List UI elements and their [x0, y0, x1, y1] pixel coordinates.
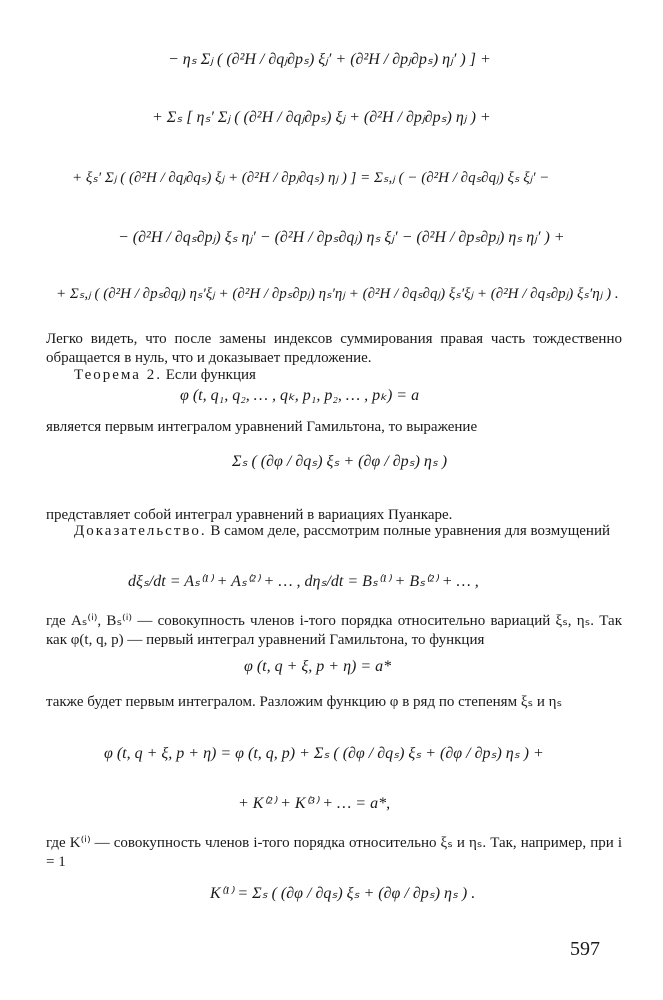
equation-line-4: − (∂²H / ∂qₛ∂pⱼ) ξₛ ηⱼ′ − (∂²H / ∂pₛ∂qⱼ) ηₛ ξⱼ′ − (∂²H / ∂pₛ∂pⱼ) ηₛ ηⱼ′ ) +	[118, 229, 565, 246]
page-number: 597	[570, 938, 600, 960]
paragraph-conclusion: Легко видеть, что после замены индексов суммирования правая часть тождественно обращается в нуль, что и доказывает предложение.	[46, 331, 622, 366]
paragraph-order-terms: где Aₛ⁽ⁱ⁾, Bₛ⁽ⁱ⁾ — совокупность членов i-того порядка относительно вариаций ξₛ, ηₛ. Так как φ(t, q, p) — первый интеграл уравнений Гамильтона, то функция	[46, 613, 622, 648]
equation-shifted-function: φ (t, q + ξ, p + η) = a*	[244, 658, 392, 675]
equation-function-phi: φ (t, q₁, q₂, … , qₖ, p₁, p₂, … , pₖ) = a	[180, 387, 420, 404]
paragraph-poincare-integral: представляет собой интеграл уравнений в вариациях Пуанкаре.	[46, 507, 453, 523]
proof-label: Доказательство.	[74, 523, 207, 539]
theorem-2-intro	[46, 366, 622, 385]
equation-line-3: + ξₛ′ Σⱼ ( (∂²H / ∂qⱼ∂qₛ) ξⱼ + (∂²H / ∂pⱼ∂qₛ) ηⱼ ) ] = Σₛ,ⱼ ( − (∂²H / ∂qₛ∂qⱼ) ξₛ ξⱼ′ −	[72, 170, 550, 186]
equation-series: φ (t, q + ξ, p + η) = φ (t, q, p) + Σₛ ( (∂φ / ∂qₛ) ξₛ + (∂φ / ∂pₛ) ηₛ ) +	[104, 745, 544, 762]
equation-line-1: − ηₛ Σⱼ ( (∂²H / ∂qⱼ∂pₛ) ξⱼ′ + (∂²H / ∂pⱼ∂pₛ) ηⱼ′ ) ] +	[168, 51, 491, 68]
equation-variation-expression: Σₛ ( (∂φ / ∂qₛ) ξₛ + (∂φ / ∂pₛ) ηₛ )	[232, 453, 448, 470]
paragraph-series-expansion: также будет первым интегралом. Разложим функцию φ в ряд по степеням ξₛ и ηₛ	[46, 694, 563, 710]
equation-line-5: + Σₛ,ⱼ ( (∂²H / ∂pₛ∂qⱼ) ηₛ′ξⱼ + (∂²H / ∂pₛ∂pⱼ) ηₛ′ηⱼ + (∂²H / ∂qₛ∂qⱼ) ξₛ′ξⱼ + (∂²H / ∂qₛ∂pⱼ) ξₛ′ηⱼ ) .	[56, 286, 619, 302]
equation-line-2: + Σₛ [ ηₛ′ Σⱼ ( (∂²H / ∂qⱼ∂pₛ) ξⱼ + (∂²H / ∂pⱼ∂pₛ) ηⱼ ) +	[152, 109, 491, 126]
equation-perturbations: dξₛ/dt = Aₛ⁽¹⁾ + Aₛ⁽²⁾ + … , dηₛ/dt = Bₛ⁽¹⁾ + Bₛ⁽²⁾ + … ,	[128, 573, 479, 590]
paragraph-first-integral: является первым интегралом уравнений Гамильтона, то выражение	[46, 419, 478, 435]
equation-series-continued: + K⁽²⁾ + K⁽³⁾ + … = a*,	[238, 795, 391, 812]
theorem-text: Если функция	[161, 367, 256, 383]
proof-intro	[46, 522, 622, 541]
theorem-label: Теорема 2.	[74, 367, 162, 383]
paragraph-k-terms: где K⁽ⁱ⁾ — совокупность членов i-того порядка относительно ξₛ и ηₛ. Так, например, при i = 1	[46, 835, 622, 870]
equation-k1: K⁽¹⁾ = Σₛ ( (∂φ / ∂qₛ) ξₛ + (∂φ / ∂pₛ) ηₛ ) .	[210, 885, 476, 902]
proof-text: В самом деле, рассмотрим полные уравнения для возмущений	[206, 523, 610, 539]
